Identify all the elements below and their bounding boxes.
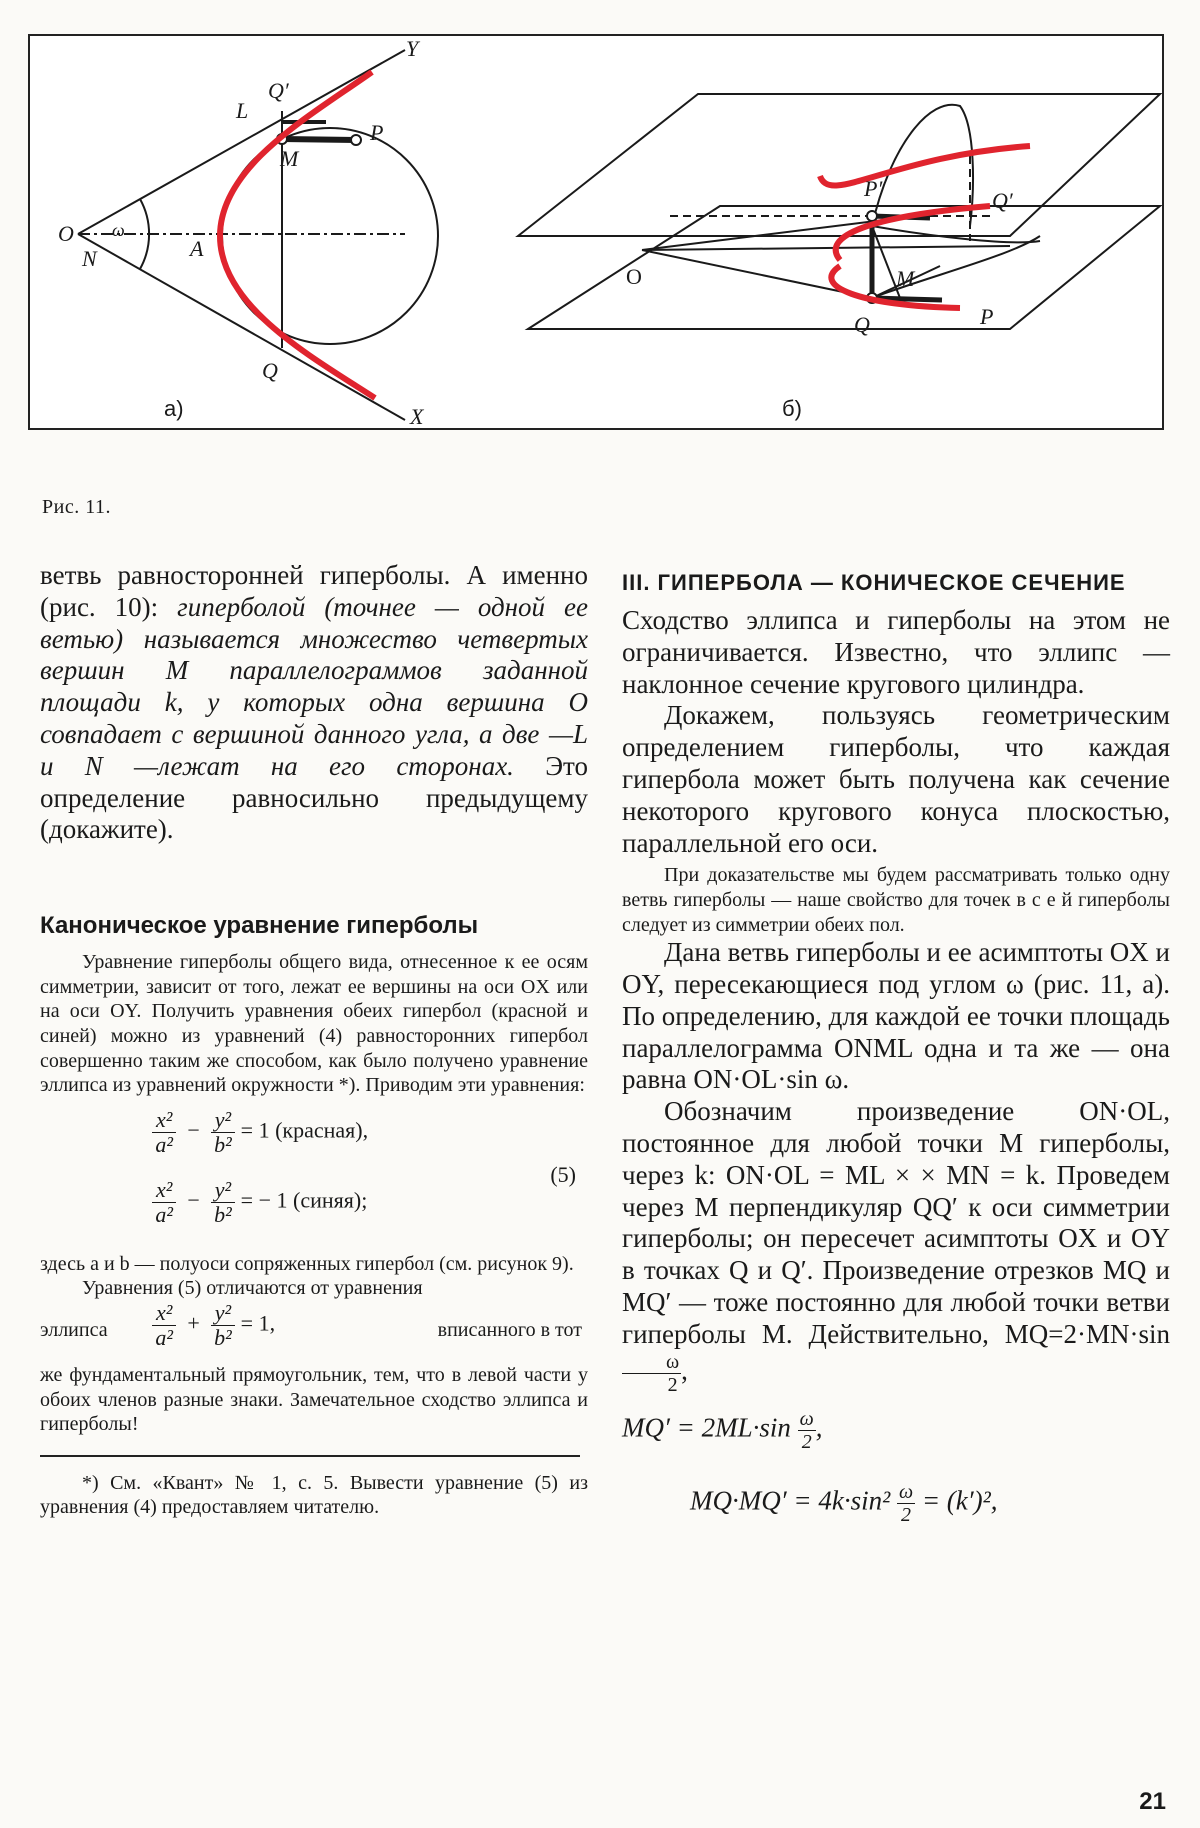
equation-blue: $\frac{\text{x²}}{\text{a²}}$ − $\frac{\text{y²}}{\text{b²}}$ = − 1 (синяя);	[152, 1178, 367, 1227]
section-heading-canonical: Каноническое уравнение гиперболы	[40, 912, 479, 940]
ellipse-equation: $\frac{\text{x²}}{\text{a²}}$ + $\frac{\text{y²}}{\text{b²}}$ = 1,	[152, 1301, 275, 1350]
section-heading-hyperbola: III. ГИПЕРБОЛА — КОНИЧЕСКОЕ СЕЧЕНИЕ	[622, 570, 1126, 595]
cone-line-1	[642, 246, 1010, 250]
label-p-prime-right: P′	[864, 176, 883, 201]
label-n: N	[82, 246, 97, 271]
left-para-1-text: ветвь равносторонней гиперболы. А именно (рис. 10):	[40, 560, 588, 622]
label-p-right: P	[980, 304, 994, 329]
definition-italic: гиперболой (точнее — одной ее ветью) называется множество четвертых вершин M параллелограммов заданной площади k, у которых одна вершина O совпадает с вершиной данного угла, а две —L и N —лежат на его сторонах.	[40, 591, 588, 781]
label-p: P	[370, 120, 384, 145]
ellipse-word: эллипса	[40, 1318, 108, 1341]
label-y: Y	[406, 36, 419, 61]
equation-red: $\frac{\text{x²}}{\text{a²}}$ − $\frac{\text{y²}}{\text{b²}}$ = 1 (красная),	[152, 1108, 368, 1157]
panel-label-a: а)	[164, 396, 184, 421]
point-p-prime	[867, 211, 877, 221]
right-para-3: При доказательстве мы будем рассматривать только одну ветвь гиперболы — наше свойство для точек в с е й гиперболы следует из симметрии обеих пол.	[622, 864, 1170, 936]
label-q-prime: Q′	[268, 78, 289, 103]
right-column	[622, 560, 1170, 1526]
label-a: A	[190, 236, 204, 261]
fraction-omega-half: $\frac{\omega}{2}$	[622, 1351, 681, 1396]
right-para-2: Докажем, пользуясь геометрическим определением гиперболы, что каждая гипербола может быть получена как сечение некоторого кругового конуса плоскостью, параллельной его оси.	[622, 700, 1170, 858]
upper-plane	[518, 94, 1160, 236]
left-column	[40, 560, 588, 1520]
left-para-4-end: же фундаментальный прямоугольник, тем, что в левой части у обоих членов разные знаки. Замечательное сходство эллипса и гиперболы!	[40, 1363, 588, 1436]
figure-11-drawing	[30, 36, 1162, 428]
label-o-right: O	[626, 264, 642, 289]
segment-mp	[282, 139, 356, 140]
label-m-right: M	[896, 266, 915, 291]
ellipse-front	[872, 226, 1040, 242]
right-para-5: Обозначим произведение ON·OL, постоянное для любой точки M гиперболы, через k: ON·OL = ML × × MN = k. Проведем через M перпендикуляр QQ′ к оси симметрии гиперболы; он пересечет асимптоты OX и OY в точках Q и Q′. Произведение отрезков MQ и MQ′ — тоже постоянно для любой точки ветви гиперболы M. Действительно, MQ=2·MN·sin $\frac{\omega}{2}$ ,	[622, 1096, 1170, 1396]
panel-label-b: б)	[782, 396, 802, 421]
right-para-4: Дана ветвь гиперболы и ее асимптоты OX и OY, пересекающиеся под углом ω (рис. 11, а). По определению, для каждой ее точки площадь параллелограмма ONML одна и та же — она равна ON·OL·sin ω.	[622, 937, 1170, 1095]
footnote: *) См. «Квант» № 1, с. 5. Вывести уравнение (5) из уравнения (4) предоставляем читателю.	[40, 1471, 588, 1519]
label-x: X	[410, 404, 424, 428]
right-para-5-text: Обозначим произведение ON·OL, постоянное для любой точки M гиперболы, через k: ON·OL = ML × × MN = k. Проведем через M перпендикуляр QQ′ к оси симметрии гиперболы; он пересечет асимптоты OX и OY в точках Q и Q′. Произведение отрезков MQ и MQ′ — тоже постоянно для любой точки ветви гиперболы M. Действительно, MQ=2·MN·sin	[622, 1096, 1170, 1349]
label-l: L	[236, 98, 249, 123]
equation-mq-prime: MQ′ = 2ML·sin $\frac{\omega}{2}$ ,	[622, 1407, 823, 1453]
label-q-prime-right: Q′	[992, 188, 1013, 213]
ellipse-tail: вписанного в тот	[437, 1318, 582, 1341]
label-q-right: Q	[854, 312, 870, 337]
left-para-3: здесь a и b — полуоси сопряженных гипербол (см. рисунок 9).	[40, 1252, 574, 1275]
figure-caption: Рис. 11.	[42, 496, 111, 518]
right-para-1: Сходство эллипса и гиперболы на этом не ограничивается. Известно, что эллипс — наклонное сечение кругового цилиндра.	[622, 605, 1170, 699]
label-omega: ω	[112, 220, 125, 240]
footnote-rule	[40, 1455, 580, 1457]
left-para-1-tail: Это определение равносильно предыдущему (докажите).	[40, 750, 588, 845]
equations-5	[40, 1106, 588, 1248]
label-o: O	[58, 221, 74, 246]
left-para-2: Уравнение гиперболы общего вида, отнесенное к ее осям симметрии, зависит от того, лежат ее вершины на оси OX или на оси OY. Получить уравнения обеих гипербол (красной и синей) можно из уравнений (4) равносторонних гипербол совершенно таким же способом, как было получено уравнение эллипса из уравнений окружности *). Приводим эти уравнения:	[40, 951, 588, 1097]
hyperbola-upper-right	[820, 146, 1030, 185]
asymptote-ox	[78, 234, 405, 420]
page-number: 21	[1139, 1788, 1166, 1815]
point-p	[351, 135, 361, 145]
left-para-1	[40, 560, 588, 846]
equation-number: (5)	[550, 1161, 576, 1187]
cone-line-3	[642, 218, 900, 250]
left-para-4-start: Уравнения (5) отличаются от уравнения	[82, 1277, 423, 1300]
ellipse-equation-line	[40, 1301, 588, 1363]
figure-11	[28, 34, 1164, 430]
equation-product: MQ·MQ′ = 4k·sin² $\frac{\omega}{2}$ = (k′)²,	[690, 1480, 998, 1526]
label-q: Q	[262, 358, 278, 383]
label-m: M	[280, 146, 299, 171]
